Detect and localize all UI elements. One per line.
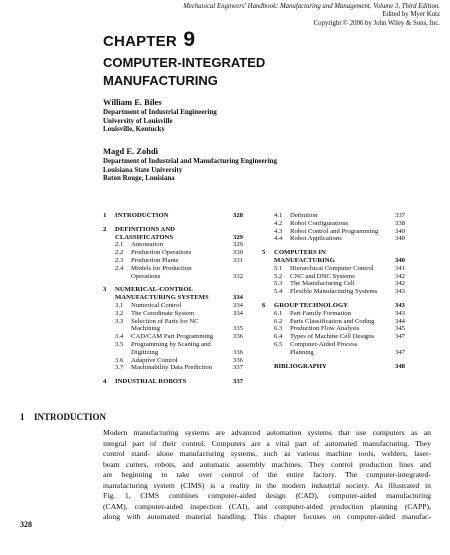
source-editor: Edited by Myer Kutz xyxy=(382,11,440,19)
toc-entry-title: GROUP TECHNOLOGY xyxy=(274,301,349,309)
toc-entry-title: CLASSIFICATONS xyxy=(115,233,174,241)
toc-entry-title: Types of Machine Cell Designs xyxy=(290,333,375,341)
toc-entry-title: Digitizing xyxy=(131,348,159,356)
toc-entry xyxy=(262,265,405,273)
toc-entry-page: 347 xyxy=(394,348,405,356)
chapter-heading xyxy=(103,28,195,52)
toc-entry xyxy=(262,235,405,243)
toc-entry-number: 3.7 xyxy=(115,364,124,372)
toc-entry xyxy=(103,364,243,372)
toc-entry-number: 3 xyxy=(103,286,107,294)
toc-entry xyxy=(103,318,243,326)
toc-entry xyxy=(103,341,243,349)
body-line: manufacturing system (CIMS) is a reality in the modern industrial society. As illustrated in xyxy=(103,480,431,490)
toc-entry-number: 5.3 xyxy=(274,280,283,288)
toc-entry xyxy=(262,310,405,318)
toc-entry xyxy=(262,228,405,236)
toc-entry-title: Flexible Manufacturing Systems xyxy=(290,288,378,296)
toc-entry-number: 4.2 xyxy=(274,219,283,227)
toc-entry xyxy=(262,212,405,220)
toc-entry-page: 336 xyxy=(232,356,243,364)
toc-entry-page: 343 xyxy=(394,288,405,296)
toc-entry-page: 341 xyxy=(394,264,405,272)
toc-entry-title: Selection of Parts for NC xyxy=(131,317,199,325)
toc-entry-title: Numerical Control xyxy=(131,301,182,309)
toc-entry-page: 332 xyxy=(232,272,243,280)
body-line: integral part of their control. Computers are a vital part of automated manufacturing. They xyxy=(103,438,431,448)
toc-entry-number: 2.3 xyxy=(115,256,124,264)
toc-entry-number: 4.4 xyxy=(274,235,283,243)
toc-entry-number: 5.4 xyxy=(274,288,283,296)
toc-entry xyxy=(103,241,243,249)
toc-entry-page: 337 xyxy=(232,378,243,386)
toc-entry-title: INTRODUCTION xyxy=(115,212,169,219)
toc-entry-title: Definition xyxy=(290,212,318,219)
toc-entry xyxy=(103,333,243,341)
toc-entry-page: 343 xyxy=(394,309,405,317)
toc-entry-number: 6.2 xyxy=(274,317,283,325)
toc-entry-title: Hierarchical Computer Control xyxy=(290,264,374,272)
toc-entry-number: 5.1 xyxy=(274,264,283,272)
toc-entry-page: 345 xyxy=(394,325,405,333)
toc-entry-title: Production Flow Analysis xyxy=(290,325,360,333)
toc-entry-page: 334 xyxy=(232,294,243,302)
toc-entry xyxy=(262,302,405,310)
toc-entry-number: 3.4 xyxy=(115,333,124,341)
toc-entry-page: 343 xyxy=(394,301,405,309)
toc-entry-page: 328 xyxy=(232,212,243,219)
toc-entry-page: 342 xyxy=(394,280,405,288)
toc-entry-number: 2.4 xyxy=(115,264,124,272)
toc-entry xyxy=(262,349,405,357)
toc-entry-number: 6.1 xyxy=(274,309,283,317)
toc-entry-number: 3.3 xyxy=(115,317,124,325)
page-number: 328 xyxy=(20,520,32,529)
toc-entry-number: 3.2 xyxy=(115,309,124,317)
toc-entry-title: Machinability Data Prediction xyxy=(131,364,212,372)
toc-entry-title: Models for Production xyxy=(131,264,192,272)
toc-entry-title: CAD/CAM Part Programming xyxy=(131,333,214,341)
author-name: William E. Biles xyxy=(103,97,162,107)
toc-entry-title: The Manufacturing Cell xyxy=(290,280,355,288)
toc-entry-page: 338 xyxy=(394,219,405,227)
toc-entry-number: 1 xyxy=(103,212,107,219)
toc-entry-page: 344 xyxy=(394,317,405,325)
toc-entry-title: The Coordinate System xyxy=(131,309,195,317)
toc-entry-page: 335 xyxy=(232,325,243,333)
source-copyright: Copyright © 2006 by John Wiley & Sons, Inc. xyxy=(313,19,440,27)
toc-entry-title: Automation xyxy=(131,241,163,249)
author-affiliation: Louisville, Kentucky xyxy=(103,125,165,134)
body-paragraph xyxy=(103,428,431,523)
body-line: beam cutters, robots, and automatic assembly machines. They control production lines and xyxy=(103,459,431,469)
toc-entry xyxy=(103,286,243,294)
toc-entry-page: 342 xyxy=(394,272,405,280)
toc-entry xyxy=(103,325,243,333)
toc-entry-title: MANUFACTURING SYSTEMS xyxy=(115,294,209,302)
toc-entry-page: 330 xyxy=(232,249,243,257)
author-affiliation: University of Louisville xyxy=(103,116,173,125)
toc-entry xyxy=(103,234,243,242)
body-line: (CAM), computer-aided inspection (CAI), and computer-aided production planning (CAPP), xyxy=(103,501,431,511)
toc-entry-title: MANUFACTURING xyxy=(274,256,335,264)
toc-entry-title: Robot Applications xyxy=(290,235,342,243)
toc-entry xyxy=(103,212,243,220)
toc-entry-number: 6.5 xyxy=(274,340,283,348)
toc-entry xyxy=(262,341,405,349)
author-block xyxy=(103,96,217,134)
toc-entry-title: CNC and DNC Systems xyxy=(290,272,355,280)
author-affiliation: Department of Industrial and Manufacturing Engineering xyxy=(103,157,278,165)
toc-entry-number: 2.2 xyxy=(115,249,124,257)
toc-entry-page: 331 xyxy=(232,256,243,264)
toc-entry xyxy=(103,378,243,386)
toc-entry xyxy=(262,363,405,371)
toc-entry-title: Adaptive Control xyxy=(131,356,178,364)
toc-entry xyxy=(103,310,243,318)
toc-entry-page: 329 xyxy=(232,233,243,241)
toc-entry-number: 4.1 xyxy=(274,212,283,219)
table-of-contents-left xyxy=(103,212,243,386)
chapter-title xyxy=(103,54,265,89)
toc-entry xyxy=(262,288,405,296)
toc-entry-title: Parts Classification and Coding xyxy=(290,317,375,325)
source-note xyxy=(140,3,440,28)
toc-entry-title: Operations xyxy=(131,272,161,280)
source-book-title: Mechanical Engineers' Handbook: Manufacturing and Management, Volume 3, Third Edition. xyxy=(183,3,440,10)
toc-entry xyxy=(103,273,243,281)
toc-entry-page: 337 xyxy=(394,212,405,219)
toc-entry-title: Robot Configurations xyxy=(290,219,349,227)
toc-entry-title: DEFINITIONS AND xyxy=(115,225,176,233)
toc-entry-page: 334 xyxy=(232,309,243,317)
toc-entry xyxy=(262,318,405,326)
toc-entry-title: COMPUTERS IN xyxy=(274,249,326,257)
section-heading xyxy=(20,412,106,422)
toc-entry-number: 2 xyxy=(103,225,107,233)
author-affiliation: Department of Industrial Engineering xyxy=(103,108,217,116)
toc-entry-title: BIBLIOGRAPHY xyxy=(274,362,327,370)
chapter-title-line: MANUFACTURING xyxy=(103,72,218,88)
author-block xyxy=(103,145,277,183)
toc-entry-title: Production Operations xyxy=(131,249,192,257)
toc-entry-number: 6 xyxy=(262,301,266,309)
toc-entry xyxy=(262,333,405,341)
toc-entry xyxy=(262,273,405,281)
toc-entry-page: 348 xyxy=(394,362,405,370)
toc-entry-page: 340 xyxy=(394,235,405,243)
toc-entry-title: Programming by Scaning and xyxy=(131,340,211,348)
toc-entry xyxy=(103,349,243,357)
toc-entry-title: Part Family Formation xyxy=(290,309,351,317)
chapter-word: CHAPTER xyxy=(103,33,177,50)
toc-entry-title: Planning xyxy=(290,348,314,356)
toc-entry-number: 3.6 xyxy=(115,356,124,364)
table-of-contents-right xyxy=(262,212,405,370)
toc-entry-number: 5.2 xyxy=(274,272,283,280)
toc-entry xyxy=(262,280,405,288)
toc-entry xyxy=(103,357,243,365)
toc-entry xyxy=(103,265,243,273)
author-affiliation: Baton Rouge, Louisiana xyxy=(103,174,175,183)
toc-entry-page: 336 xyxy=(232,348,243,356)
toc-entry-title: INDUSTRIAL ROBOTS xyxy=(115,378,187,386)
toc-entry-number: 5 xyxy=(262,249,266,257)
toc-entry-title: Robot Control and Programming xyxy=(290,227,379,235)
toc-entry-title: NUMERICAL-CONTROL xyxy=(115,286,194,294)
toc-entry xyxy=(262,257,405,265)
toc-entry-number: 4 xyxy=(103,378,107,386)
toc-entry-title: Machining xyxy=(131,325,160,333)
toc-entry-page: 329 xyxy=(232,241,243,249)
chapter-number: 9 xyxy=(183,28,196,51)
toc-entry-page: 334 xyxy=(232,301,243,309)
toc-entry-title: Production Plants xyxy=(131,256,179,264)
toc-entry xyxy=(262,325,405,333)
body-line: Modern manufacturing systems are advanced automation systems that use computers as an xyxy=(103,428,431,437)
section-number: 1 xyxy=(20,412,25,422)
toc-entry-page: 347 xyxy=(394,333,405,341)
body-line: control stand- alone manufacturing systems, such as various machine tools, welders, laser- xyxy=(103,449,431,458)
body-line: along with automated material handling. This chapter focuses on computer-aided manufac- xyxy=(103,512,431,521)
toc-entry-page: 337 xyxy=(232,364,243,372)
section-title: INTRODUCTION xyxy=(34,412,107,422)
toc-entry-number: 6.4 xyxy=(274,333,283,341)
toc-entry-title: Computer-Aided Process xyxy=(290,340,358,348)
toc-entry-page: 340 xyxy=(394,256,405,264)
toc-entry-page: 340 xyxy=(394,227,405,235)
toc-entry xyxy=(103,302,243,310)
toc-entry xyxy=(262,249,405,257)
author-name: Magd E. Zohdi xyxy=(103,146,159,156)
toc-entry xyxy=(262,220,405,228)
body-line: are beginning to take over control of the entire factory. The computer-integrated- xyxy=(103,470,431,479)
toc-entry xyxy=(103,226,243,234)
toc-entry-page: 336 xyxy=(232,333,243,341)
toc-entry-number: 6.3 xyxy=(274,325,283,333)
toc-entry xyxy=(103,249,243,257)
toc-entry-number: 4.3 xyxy=(274,227,283,235)
toc-entry xyxy=(103,257,243,265)
chapter-title-line: COMPUTER-INTEGRATED xyxy=(103,55,266,70)
toc-entry-number: 3.1 xyxy=(115,301,124,309)
body-line: Fig. 1, CIMS combines computer-aided design (CAD), computer-aided manufacturing xyxy=(103,491,431,500)
toc-entry-number: 3.5 xyxy=(115,340,124,348)
toc-entry xyxy=(103,294,243,302)
author-affiliation: Louisiana State University xyxy=(103,165,183,174)
toc-entry-number: 2.1 xyxy=(115,241,124,249)
